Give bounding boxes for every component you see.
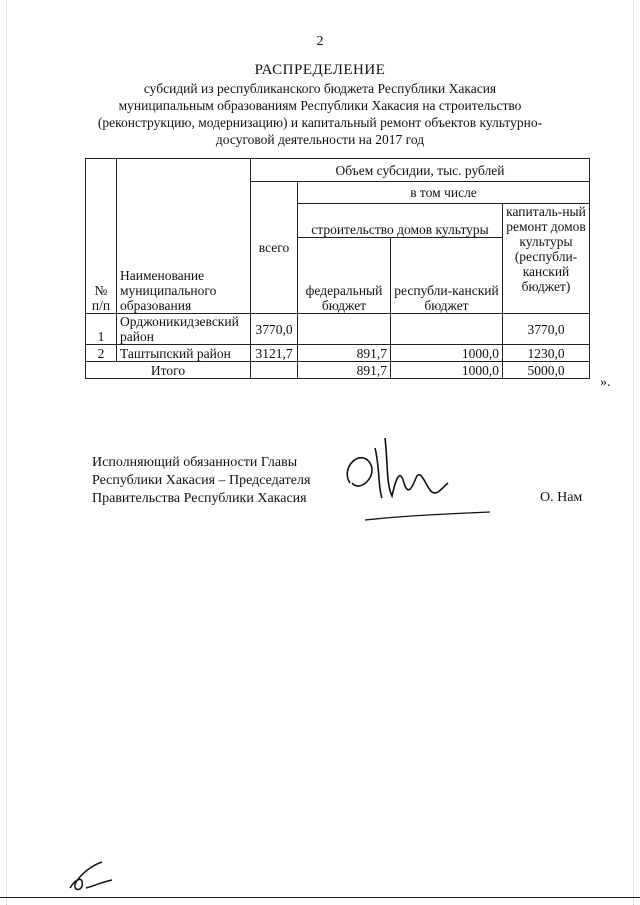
page-number: 2 [316, 34, 324, 49]
signature-title-line-1: Исполняющий обязанности Главы [92, 455, 298, 470]
subsidy-table [85, 158, 590, 379]
totals-label: Итого [86, 362, 251, 379]
signature-title-block [92, 454, 310, 508]
header-name: Наименование муниципального образования [117, 159, 251, 314]
header-construction: строительство домов культуры [298, 204, 503, 238]
signature-title-line-2: Республики Хакасия – Председателя [92, 473, 311, 488]
document-subtitle: субсидий из республиканского бюджета Республики Хакасия муниципальным образованиям Республики Хакасия на строительство (реконструкцию, модернизацию) и капитальный ремонт объектов культурно-досуговой деятельности на 2017 год [97, 81, 543, 147]
document-title: РАСПРЕДЕЛЕНИЕ [254, 62, 386, 78]
header-capital-repair: капиталь-ный ремонт домов культуры (республи-канский бюджет) [503, 204, 590, 314]
closing-quote: ». [600, 375, 611, 390]
page-bottom-border [0, 897, 640, 898]
signature-title-line-3: Правительства Республики Хакасия [92, 491, 307, 506]
right-edge-dots [633, 0, 634, 905]
header-federal: федеральный бюджет [298, 238, 391, 314]
header-volume: Объем субсидии, тыс. рублей [251, 159, 590, 182]
totals-row: Итого 891,7 1000,0 5000,0 [86, 362, 590, 379]
signatory-name: О. Нам [540, 490, 583, 505]
header-republic: республи-канский бюджет [391, 238, 503, 314]
handwritten-signature [330, 428, 500, 528]
header-num: № п/п [86, 159, 117, 314]
handwritten-initials [62, 858, 122, 896]
header-total: всего [251, 182, 298, 314]
left-edge-dots [6, 0, 7, 905]
table-row: 2 Таштыпский район 3121,7 891,7 1000,0 1230,0 [86, 345, 590, 362]
header-including: в том числе [298, 182, 590, 204]
table-row: 1 Орджоникидзевский район 3770,0 3770,0 [86, 314, 590, 345]
